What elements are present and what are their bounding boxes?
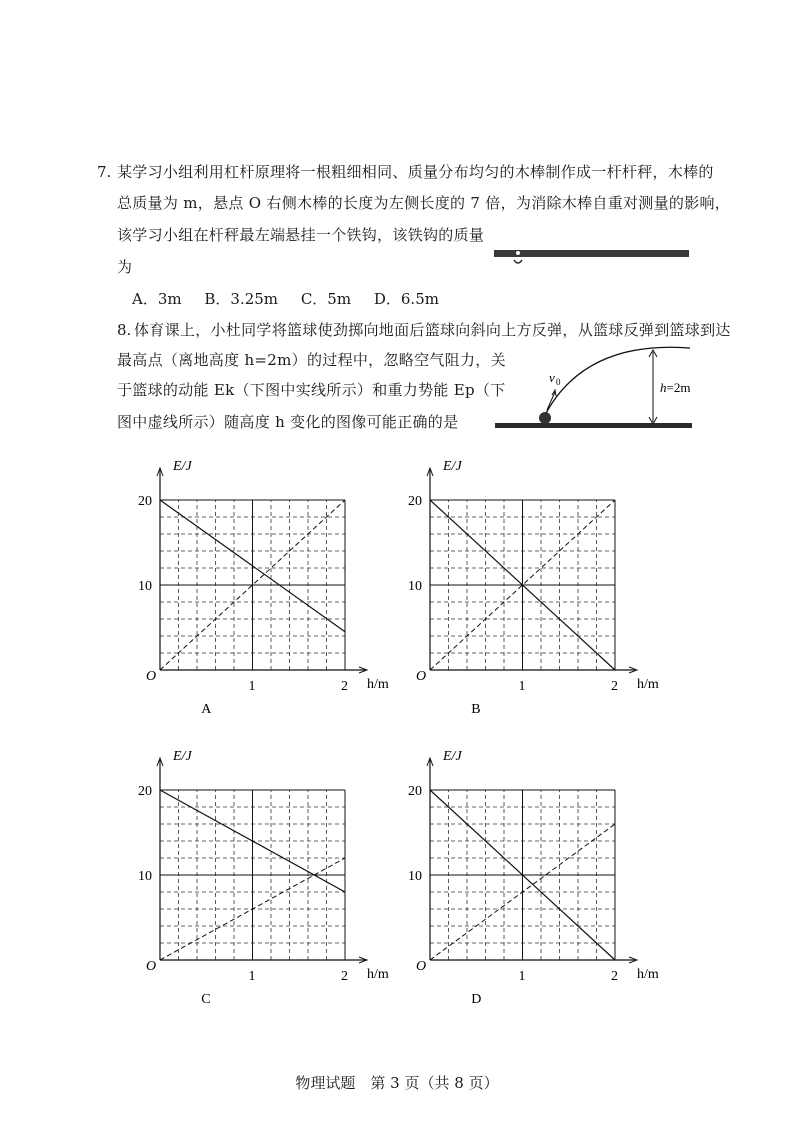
y-tick-label: 20 (138, 784, 152, 799)
q8-line-2: 最高点（离地高度 h=2m）的过程中，忽略空气阻力，关 (117, 351, 506, 369)
x-axis-label: h/m (367, 967, 389, 982)
graph-c (130, 745, 390, 1010)
option-label: B (471, 702, 481, 717)
x-tick-label: 1 (518, 969, 526, 984)
x-tick-label: 1 (518, 679, 526, 694)
y-axis-label: E/J (173, 749, 192, 764)
q8-line-3: 于篮球的动能 Ek（下图中实线所示）和重力势能 Ep（下 (117, 381, 506, 399)
hook (514, 260, 522, 263)
page-footer: 物理试题 第 3 页（共 8 页） (295, 1074, 499, 1092)
origin-label: O (416, 669, 427, 684)
q7-choice-d[interactable]: D．6.5m (373, 290, 439, 308)
q7-choices (132, 289, 457, 309)
origin-label: O (146, 669, 157, 684)
option-label: C (201, 992, 211, 1007)
q7-line-4: 为 (117, 258, 133, 276)
y-tick-label: 20 (408, 784, 422, 799)
y-axis-label: E/J (443, 749, 462, 764)
option-label: A (201, 702, 212, 717)
x-tick-label: 2 (611, 969, 618, 984)
q7-line-1: 某学习小组利用杠杆原理将一根粗细相同、质量分布均匀的木棒制作成一杆杆秤，木棒的 (117, 163, 714, 181)
q7-line-2: 总质量为 m，悬点 O 右侧木棒的长度为左侧长度的 7 倍，为消除木棒自重对测量的影响， (117, 194, 731, 212)
q7-line-3: 该学习小组在杆秤最左端悬挂一个铁钩，该铁钩的质量 (117, 226, 485, 244)
y-tick-label: 10 (408, 869, 422, 884)
pivot-point (516, 251, 520, 255)
y-tick-label: 10 (408, 579, 422, 594)
y-tick-label: 20 (138, 494, 152, 509)
x-tick-label: 1 (248, 969, 256, 984)
q7-choice-a[interactable]: A．3m (132, 290, 182, 308)
ground (495, 423, 692, 428)
graph-b (400, 455, 660, 720)
q8-line-4: 图中虚线所示）随高度 h 变化的图像可能正确的是 (117, 413, 459, 431)
y-tick-label: 10 (138, 869, 152, 884)
option-label: D (471, 992, 482, 1007)
x-axis-label: h/m (637, 677, 659, 692)
basketball-figure (495, 340, 695, 435)
steelyard-figure (492, 243, 692, 267)
q7-choice-b[interactable]: B．3.25m (204, 290, 279, 308)
question-7-number: 7. (97, 163, 112, 181)
y-tick-label: 10 (138, 579, 152, 594)
q7-choice-c[interactable]: C．5m (300, 290, 352, 308)
q8-line-1: 体育课上，小杜同学将篮球使劲掷向地面后篮球向斜向上方反弹，从篮球反弹到篮球到达 (134, 321, 731, 339)
graph-d (400, 745, 660, 1010)
steelyard-rod (494, 250, 689, 257)
origin-label: O (146, 959, 157, 974)
x-tick-label: 2 (341, 679, 348, 694)
y-axis-label: E/J (173, 459, 192, 474)
y-tick-label: 20 (408, 494, 422, 509)
v0-label: v (549, 370, 555, 385)
height-label: h=2m (660, 380, 691, 395)
y-axis-label: E/J (443, 459, 462, 474)
basketball (539, 412, 551, 424)
x-tick-label: 2 (341, 969, 348, 984)
svg-text:0: 0 (556, 377, 561, 387)
x-tick-label: 2 (611, 679, 618, 694)
origin-label: O (416, 959, 427, 974)
question-8-number: 8. (117, 321, 132, 339)
graph-a (130, 455, 390, 720)
x-axis-label: h/m (637, 967, 659, 982)
x-tick-label: 1 (248, 679, 256, 694)
x-axis-label: h/m (367, 677, 389, 692)
